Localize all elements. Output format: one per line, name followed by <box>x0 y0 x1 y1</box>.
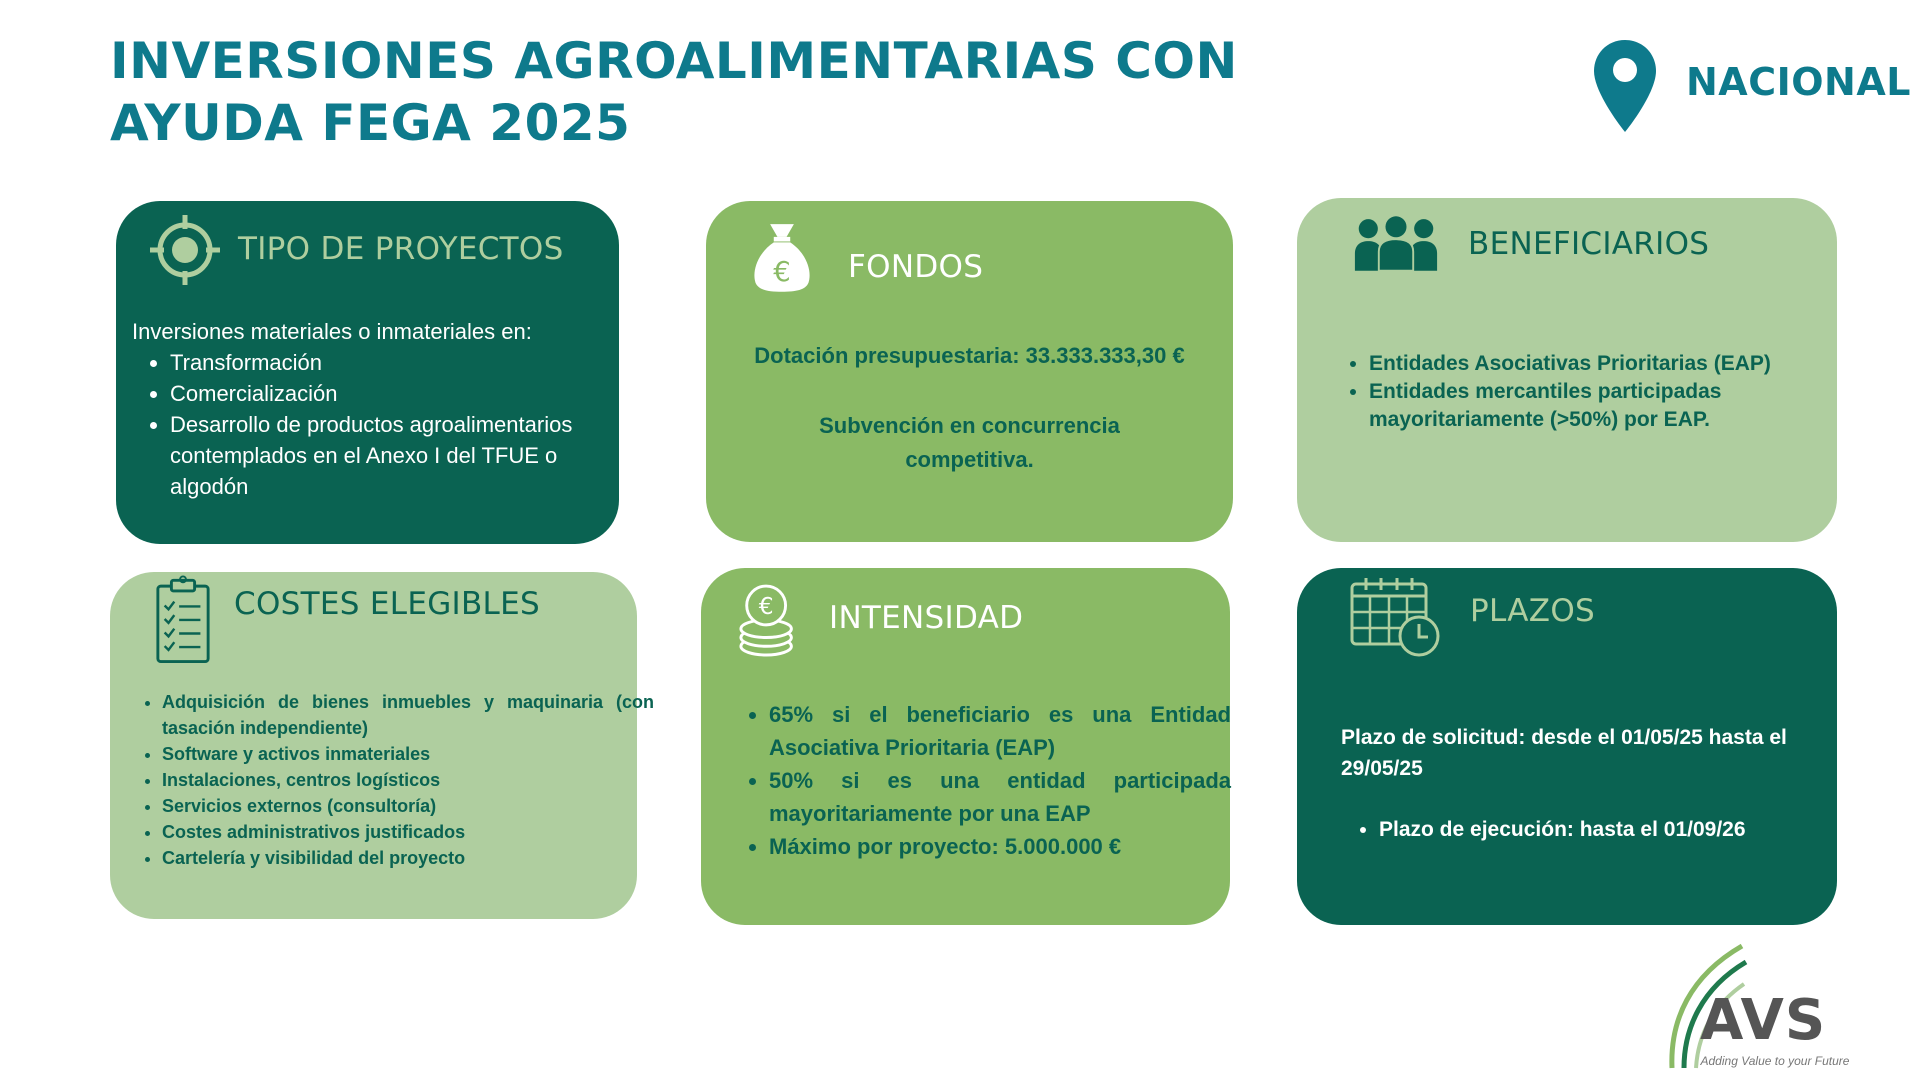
intensidad-list <box>731 698 1231 863</box>
list-item: • Desarrollo de productos agroalimentarios contemplados en el Anexo I del TFUE o algodón <box>170 409 602 502</box>
list-item: • Transformación <box>170 347 602 378</box>
tipo-card <box>116 201 619 544</box>
list-item: • Plazo de ejecución: hasta el 01/09/26 <box>1379 814 1849 845</box>
fondos-budget: Dotación presupuestaria: 33.333.333,30 € <box>754 343 1185 368</box>
list-item: • Adquisición de bienes inmuebles y maquinaria (con tasación independiente) <box>162 689 654 741</box>
costes-list <box>130 689 654 871</box>
list-item: • 65% si el beneficiario es una Entidad Asociativa Prioritaria (EAP) <box>769 698 1231 764</box>
plazos-title: PLAZOS <box>1470 593 1595 629</box>
target-icon <box>150 215 220 285</box>
plazos-card <box>1297 568 1837 925</box>
page-title: INVERSIONES AGROALIMENTARIAS CON AYUDA FEGA 2025 <box>110 32 1238 152</box>
calendar-clock-icon <box>1349 576 1441 658</box>
list-item: • Servicios externos (consultoría) <box>162 793 654 819</box>
money-bag-icon <box>750 219 814 295</box>
tipo-body <box>132 316 602 502</box>
svg-text:€: € <box>758 593 774 621</box>
tipo-intro: Inversiones materiales o inmateriales en: <box>132 319 532 344</box>
intensidad-title: INTENSIDAD <box>829 600 1024 636</box>
plazos-solicitud: Plazo de solicitud: desde el 01/05/25 hasta el 29/05/25 <box>1341 726 1787 780</box>
plazos-list <box>1341 814 1849 845</box>
list-item: • Entidades Asociativas Prioritarias (EAP) <box>1369 350 1809 378</box>
beneficiarios-title: BENEFICIARIOS <box>1468 226 1710 262</box>
list-item: • Comercialización <box>170 378 602 409</box>
avs-logo <box>1660 940 1860 1075</box>
list-item: • Costes administrativos justificados <box>162 819 654 845</box>
people-group-icon <box>1353 216 1439 272</box>
fondos-type: Subvención en concurrencia competitiva. <box>819 413 1120 472</box>
list-item: • Instalaciones, centros logísticos <box>162 767 654 793</box>
costes-title: COSTES ELEGIBLES <box>234 586 540 622</box>
logo-tagline: Adding Value to your Future <box>1700 1054 1850 1068</box>
tipo-title: TIPO DE PROYECTOS <box>238 231 564 267</box>
tipo-list <box>132 347 602 502</box>
fondos-title: FONDOS <box>848 249 984 285</box>
list-item: • Software y activos inmateriales <box>162 741 654 767</box>
list-item: • 50% si es una entidad participada mayoritariamente por una EAP <box>769 764 1231 830</box>
beneficiarios-list <box>1331 350 1809 434</box>
costes-card <box>110 572 654 919</box>
list-item: • Cartelería y visibilidad del proyecto <box>162 845 654 871</box>
svg-text:€: € <box>773 256 791 288</box>
fondos-card <box>706 201 1233 542</box>
list-item: • Máximo por proyecto: 5.000.000 € <box>769 830 1231 863</box>
coins-stack-icon <box>737 582 805 660</box>
intensidad-card <box>701 568 1230 925</box>
clipboard-checklist-icon <box>154 574 212 664</box>
logo-text: AVS <box>1700 988 1827 1053</box>
map-pin-icon <box>1592 38 1658 134</box>
list-item: • Entidades mercantiles participadas mayoritariamente (>50%) por EAP. <box>1369 378 1809 434</box>
region-label: NACIONAL <box>1686 60 1911 104</box>
beneficiarios-card <box>1297 198 1837 542</box>
